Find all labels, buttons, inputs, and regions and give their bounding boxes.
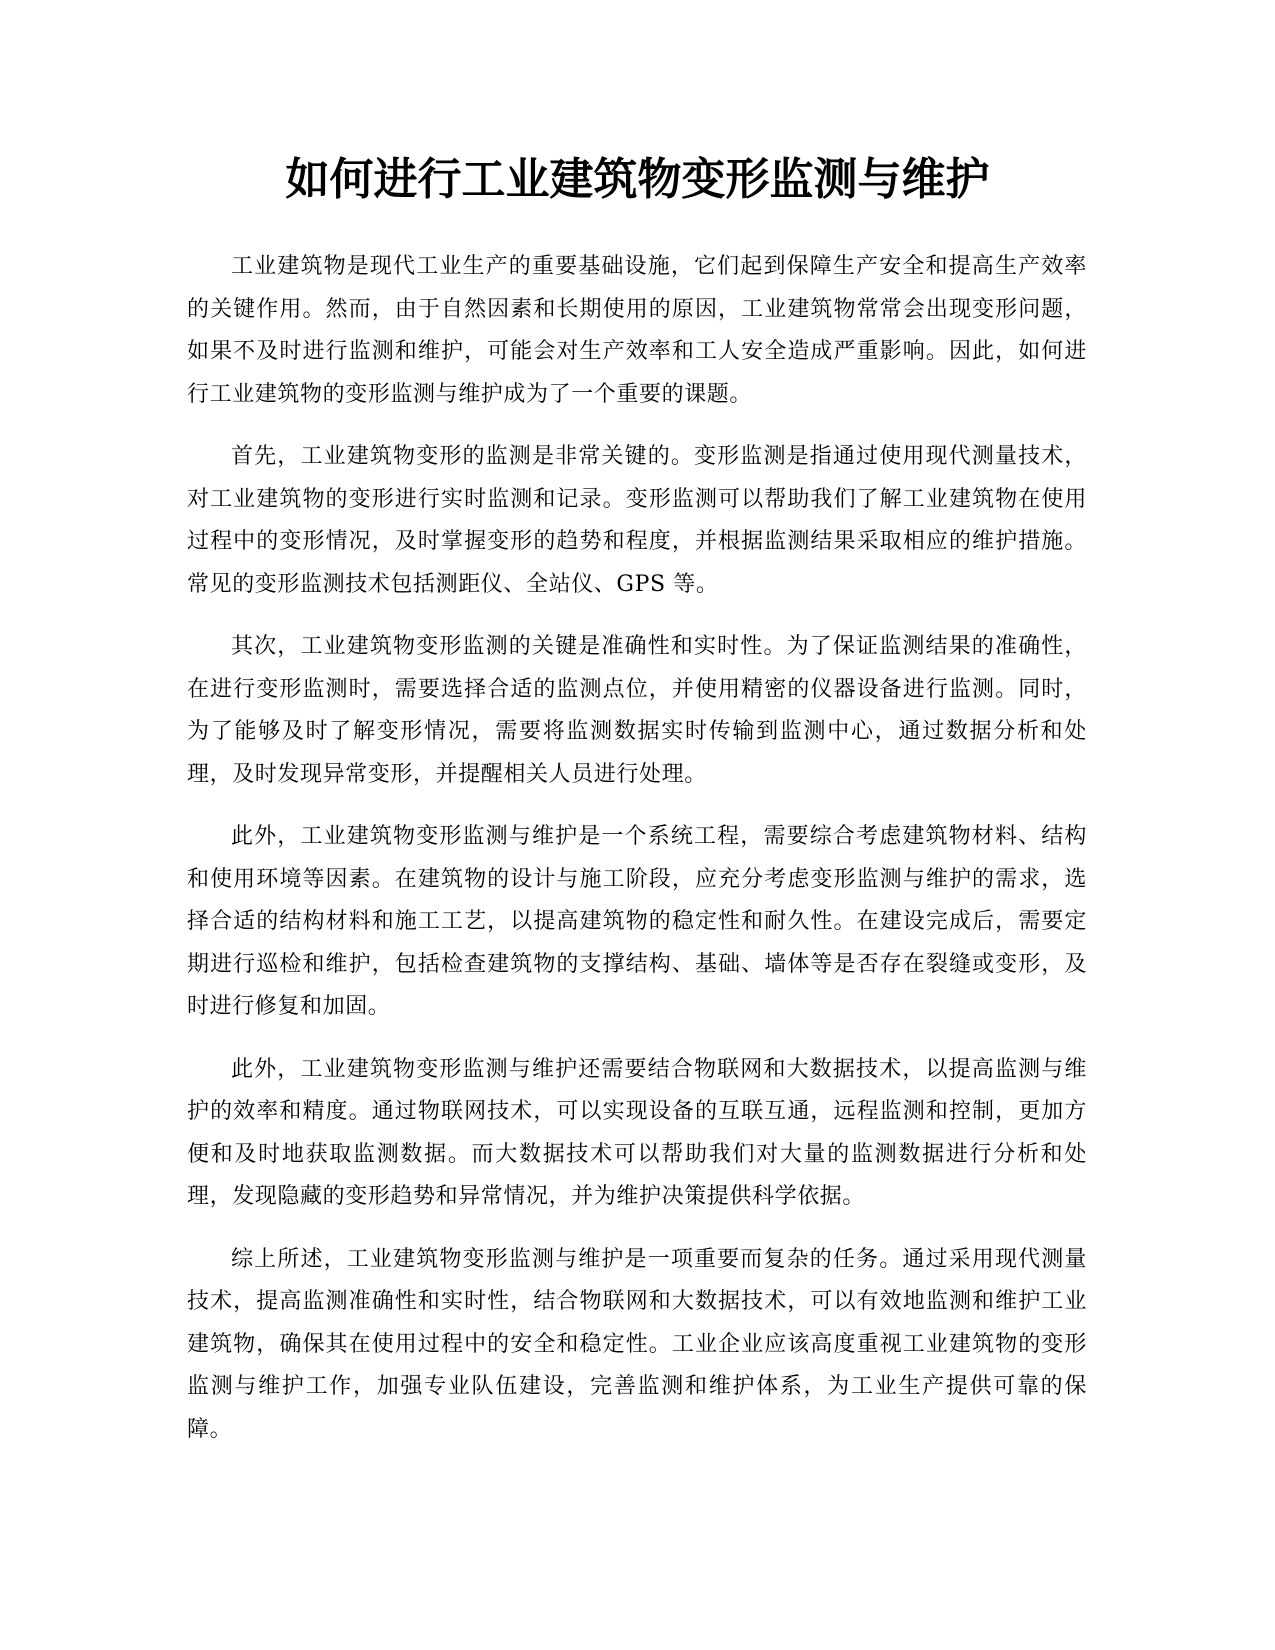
paragraph-conclusion: 综上所述，工业建筑物变形监测与维护是一项重要而复杂的任务。通过采用现代测量技术，提高监测准确性和实时性，结合物联网和大数据技术，可以有效地监测和维护工业建筑物，确保其在使用过程中的安全和稳定性。工业企业应该高度重视工业建筑物的变形监测与维护工作，加强专业队伍建设，完善监测和维护体系，为工业生产提供可靠的保障。 [187,1246,1087,1442]
paragraph-iot-bigdata: 此外，工业建筑物变形监测与维护还需要结合物联网和大数据技术，以提高监测与维护的效率和精度。通过物联网技术，可以实现设备的互联互通，远程监测和控制，更加方便和及时地获取监测数据。而大数据技术可以帮助我们对大量的监测数据进行分析和处理，发现隐藏的变形趋势和异常情况，并为维护决策提供科学依据。 [187,1056,1087,1209]
document-body [187,246,1087,1471]
document-title: 如何进行工业建筑物变形监测与维护 [285,154,990,205]
paragraph-accuracy: 其次，工业建筑物变形监测的关键是准确性和实时性。为了保证监测结果的准确性，在进行变形监测时，需要选择合适的监测点位，并使用精密的仪器设备进行监测。同时，为了能够及时了解变形情况，需要将监测数据实时传输到监测中心，通过数据分析和处理，及时发现异常变形，并提醒相关人员进行处理。 [187,634,1087,787]
paragraph-system-engineering: 此外，工业建筑物变形监测与维护是一个系统工程，需要综合考虑建筑物材料、结构和使用环境等因素。在建筑物的设计与施工阶段，应充分考虑变形监测与维护的需求，选择合适的结构材料和施工工艺，以提高建筑物的稳定性和耐久性。在建设完成后，需要定期进行巡检和维护，包括检查建筑物的支撑结构、基础、墙体等是否存在裂缝或变形，及时进行修复和加固。 [187,824,1087,1019]
paragraph-monitoring: 首先，工业建筑物变形的监测是非常关键的。变形监测是指通过使用现代测量技术，对工业建筑物的变形进行实时监测和记录。变形监测可以帮助我们了解工业建筑物在使用过程中的变形情况，及时掌握变形的趋势和程度，并根据监测结果采取相应的维护措施。常见的变形监测技术包括测距仪、全站仪、GPS 等。 [187,444,1087,597]
paragraph-intro: 工业建筑物是现代工业生产的重要基础设施，它们起到保障生产安全和提高生产效率的关键作用。然而，由于自然因素和长期使用的原因，工业建筑物常常会出现变形问题，如果不及时进行监测和维护，可能会对生产效率和工人安全造成严重影响。因此，如何进行工业建筑物的变形监测与维护成为了一个重要的课题。 [187,254,1087,407]
